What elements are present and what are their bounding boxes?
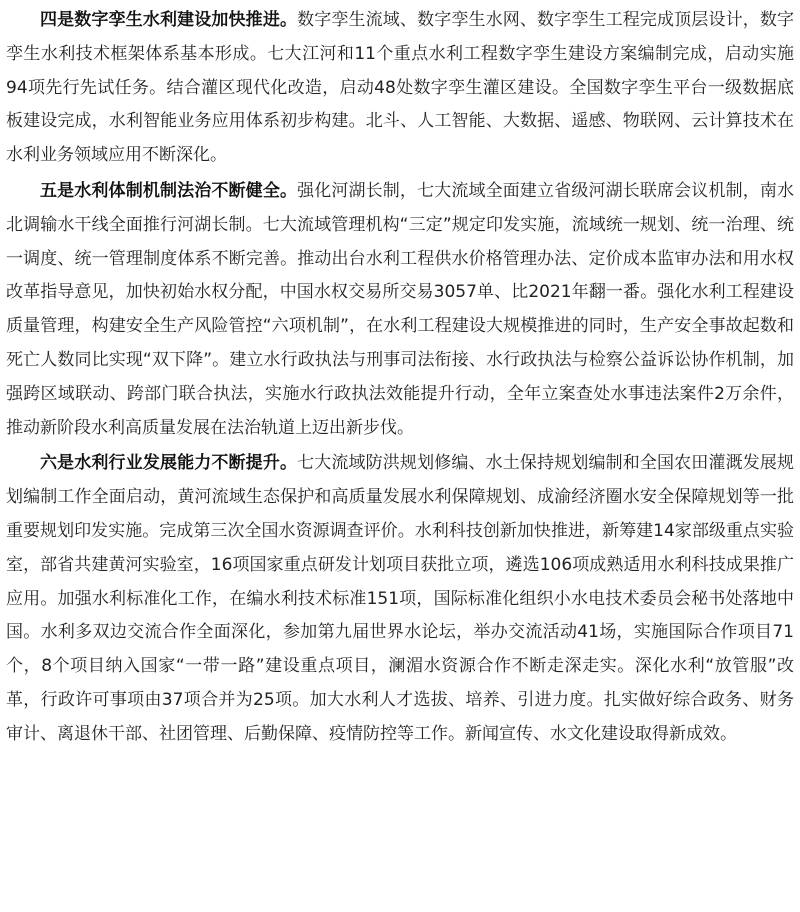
paragraph-institutions bbox=[6, 175, 794, 445]
paragraph-digital-twin bbox=[6, 4, 794, 173]
paragraph-text: 强化河湖长制，七大流域全面建立省级河湖长联席会议机制，南水北调输水干线全面推行河湖长制。七大流域管理机构“三定”规定印发实施，流域统一规划、统一治理、统一调度、统一管理制度体系不断完善。推动出台水利工程供水价格管理办法、定价成本监审办法和用水权改革指导意见，加快初始水权分配，中国水权交易所交易3057单、比2021年翻一番。强化水利工程建设质量管理，构建安全生产风险管控“六项机制”，在水利工程建设大规模推进的同时，生产安全事故起数和死亡人数同比实现“双下降”。建立水行政执法与刑事司法衔接、水行政执法与检察公益诉讼协作机制，加强跨区域联动、跨部门联合执法，实施水行政执法效能提升行动，全年立案查处水事违法案件2万余件，推动新阶段水利高质量发展在法治轨道上迈出新步伐。 bbox=[6, 180, 794, 438]
paragraph-text: 数字孪生流域、数字孪生水网、数字孪生工程完成顶层设计，数字孪生水利技术框架体系基本形成。七大江河和11个重点水利工程数字孪生建设方案编制完成，启动实施94项先行先试任务。结合灌区现代化改造，启动48处数字孪生灌区建设。全国数字孪生平台一级数据底板建设完成，水利智能业务应用体系初步构建。北斗、人工智能、大数据、遥感、物联网、云计算技术在水利业务领域应用不断深化。 bbox=[6, 10, 794, 166]
paragraph-heading: 四是数字孪生水利建设加快推进。 bbox=[40, 10, 298, 30]
paragraph-heading: 六是水利行业发展能力不断提升。 bbox=[40, 453, 298, 474]
paragraph-heading: 五是水利体制机制法治不断健全。 bbox=[40, 180, 298, 201]
paragraph-text: 七大流域防洪规划修编、水土保持规划编制和全国农田灌溉发展规划编制工作全面启动，黄河流域生态保护和高质量发展水利保障规划、成渝经济圈水安全保障规划等一批重要规划印发实施。完成第三次全国水资源调查评价。水利科技创新加快推进，新筹建14家部级重点实验室，部省共建黄河实验室，16项国家重点研发计划项目获批立项，遴选106项成熟适用水利科技成果推广应用。加强水利标准化工作，在编水利技术标准151项，国际标准化组织小水电技术委员会秘书处落地中国。水利多双边交流合作全面深化，参加第九届世界水论坛，举办交流活动41场，实施国际合作项目71个，8个项目纳入国家“一带一路”建设重点项目，澜湄水资源合作不断走深走实。深化水利“放管服”改革，行政许可事项由37项合并为25项。加大水利人才选拔、培养、引进力度。扎实做好综合政务、财务审计、离退休干部、社团管理、后勤保障、疫情防控等工作。新闻宣传、水文化建设取得新成效。 bbox=[6, 453, 794, 744]
document-body bbox=[6, 4, 794, 752]
paragraph-capacity bbox=[6, 447, 794, 751]
